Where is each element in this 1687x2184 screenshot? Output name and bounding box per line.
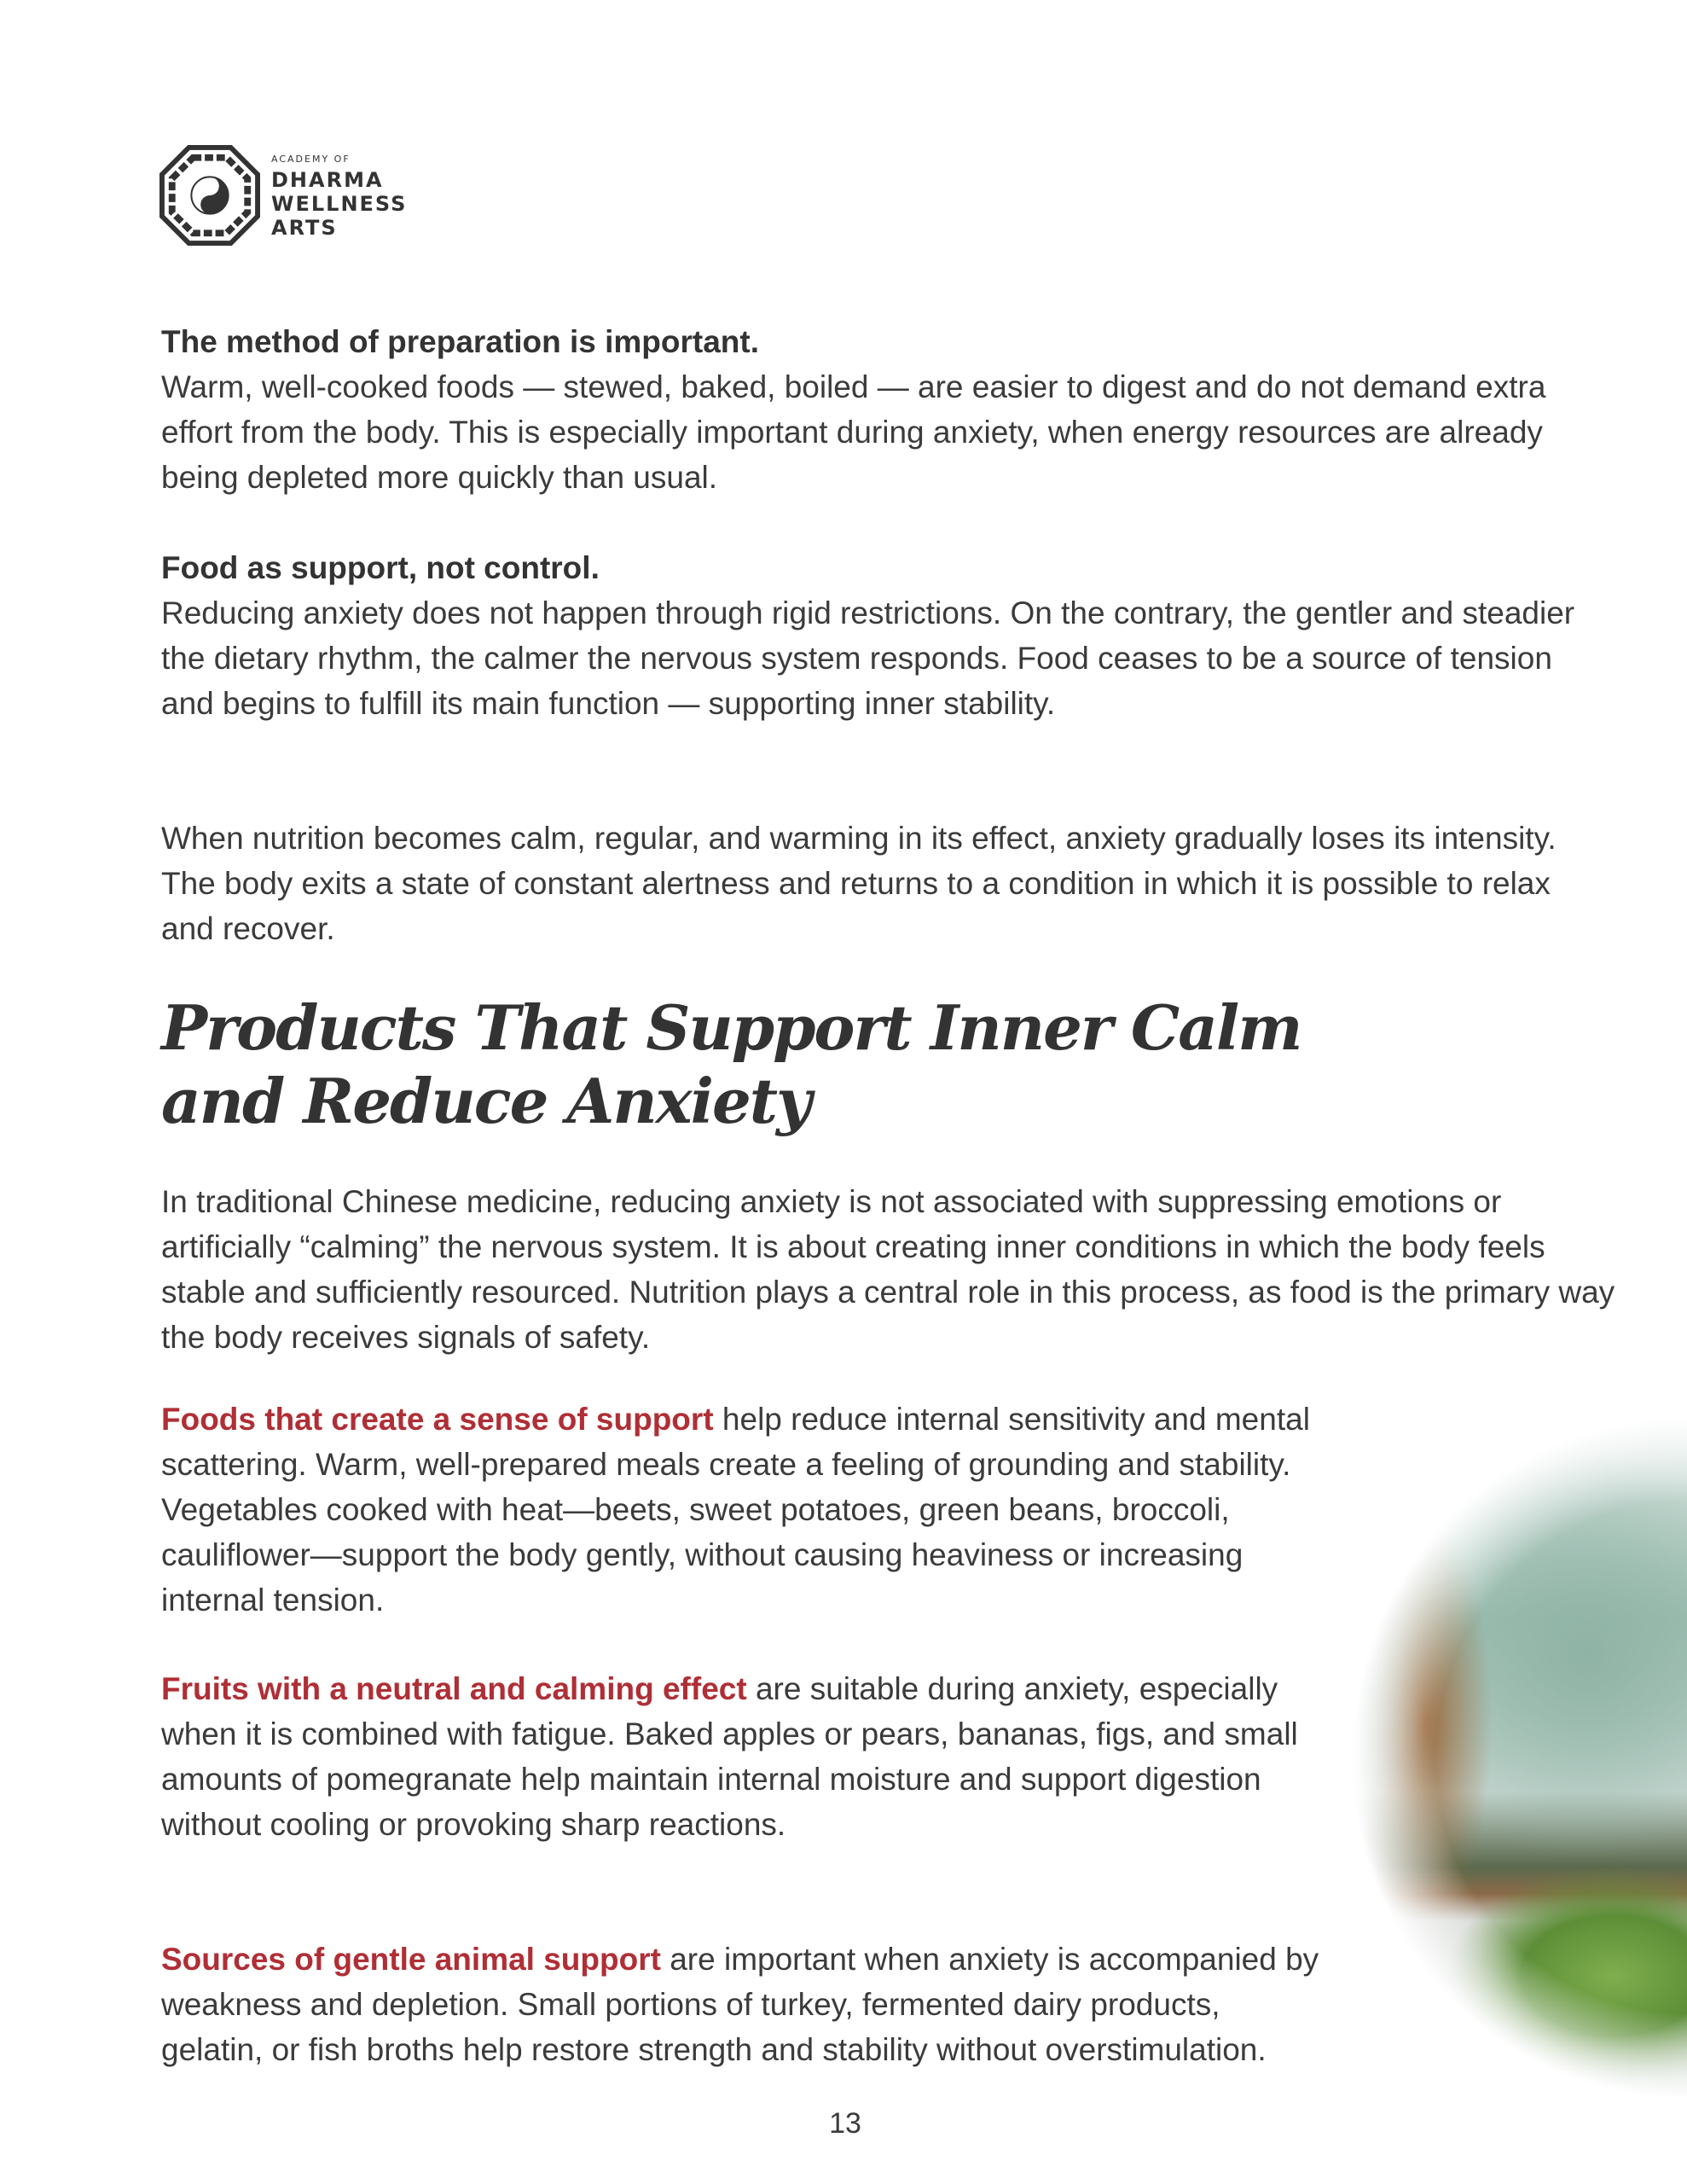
section-support	[161, 545, 1577, 726]
item-text: are important when anxiety is accompanied by weakness and depletion. Small portions of turkey, fermented dairy products, gelatin, or fish broths help restore strength and stability without overstimulation.	[161, 1942, 1319, 2067]
item-lead: Sources of gentle animal support	[161, 1942, 661, 1977]
item-text: are suitable during anxiety, especially when it is combined with fatigue. Baked apples or pears, bananas, figs, and small amounts of pomegranate help maintain internal moisture and support digestion without cooling or provoking sharp reactions.	[161, 1671, 1298, 1842]
section-heading: The method of preparation is important.	[161, 324, 759, 359]
logo-line: ACADEMY OF	[271, 154, 351, 165]
section-preparation	[161, 319, 1577, 500]
section-heading: Food as support, not control.	[161, 550, 600, 585]
logo-line: WELLNESS	[271, 192, 408, 216]
closing-text: When nutrition becomes calm, regular, and warming in its effect, anxiety gradually loses its intensity. The body exits a state of constant alertness and returns to a condition in which it is possible to relax and recover.	[161, 821, 1557, 946]
logo-line: ARTS	[271, 216, 338, 240]
section-body: Warm, well-cooked foods — stewed, baked, boiled — are easier to digest and do not demand extra effort from the body. This is especially important during anxiety, when energy resources are already being depleted more quickly than usual.	[161, 369, 1546, 495]
page-number: 13	[829, 2107, 861, 2140]
closing-paragraph	[161, 816, 1577, 951]
list-item	[161, 1666, 1330, 1847]
watercolor-window-broccoli-image	[1352, 1416, 1687, 2099]
logo-wordmark	[271, 154, 407, 240]
intro-text: In traditional Chinese medicine, reducing anxiety is not associated with suppressing emotions or artificially “calming” the nervous system. It is about creating inner conditions in which the body feels stable and sufficiently resourced. Nutrition plays a central role in this process, as food is the primary way the body receives signals of safety.	[161, 1184, 1615, 1355]
list-item	[161, 1937, 1330, 2072]
intro-paragraph	[161, 1179, 1620, 1360]
list-item	[161, 1397, 1330, 1623]
bagua-yin-yang-logo-icon	[159, 145, 261, 246]
item-lead: Foods that create a sense of support	[161, 1402, 714, 1437]
item-text: help reduce internal sensitivity and mental scattering. Warm, well-prepared meals create a feeling of grounding and stability. Vegetables cooked with heat—beets, sweet potatoes, green beans, broccoli, cauliflower—support the body gently, without causing heaviness or increasing internal tension.	[161, 1402, 1310, 1618]
section-body: Reducing anxiety does not happen through rigid restrictions. On the contrary, the gentler and steadier the dietary rhythm, the calmer the nervous system responds. Food ceases to be a source of tension and begins to fulfill its main function — supporting inner stability.	[161, 595, 1575, 721]
item-lead: Fruits with a neutral and calming effect	[161, 1671, 747, 1706]
logo-line: DHARMA	[271, 168, 384, 192]
page-title: Products That Support Inner Calm and Reduce Anxiety	[161, 991, 1301, 1137]
